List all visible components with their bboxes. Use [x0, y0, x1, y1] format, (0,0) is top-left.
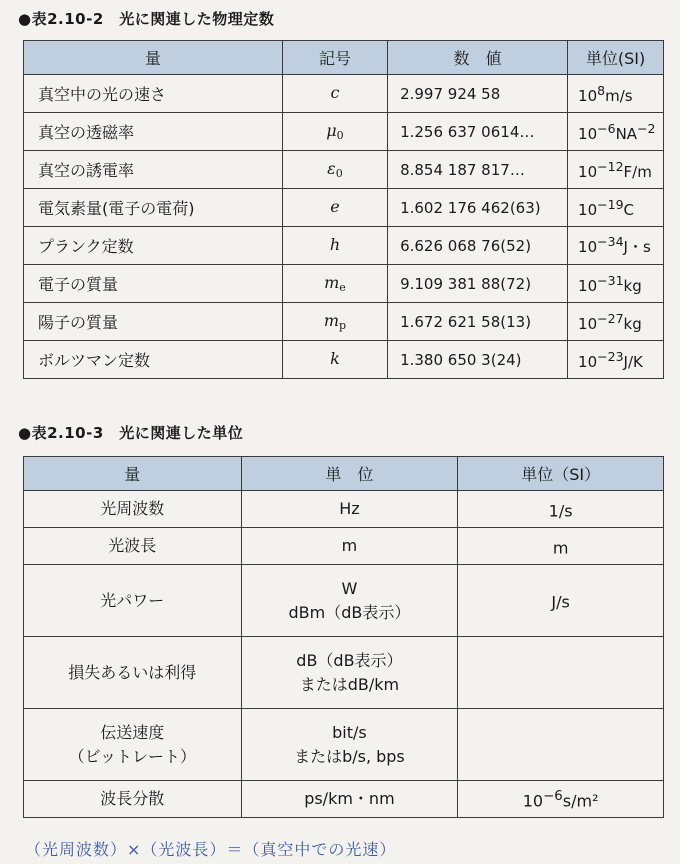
value-cell: 6.626 068 76(52) — [388, 227, 568, 265]
unit-cell — [568, 189, 664, 227]
unit-exponent: −12 — [597, 158, 624, 174]
unit-exponent: −23 — [597, 348, 624, 364]
value-cell: 1.256 637 0614… — [388, 113, 568, 151]
table2-caption: ●表2.10-3 光に関連した単位 — [18, 424, 244, 442]
table-row — [24, 113, 664, 151]
unit-cell — [568, 341, 664, 379]
symbol-subscript: 0 — [335, 167, 343, 180]
formula-note: （光周波数）×（光波長）＝（真空中での光速） — [25, 840, 397, 859]
symbol-cell — [282, 189, 387, 227]
quantity-cell: 真空中の光の速さ — [24, 75, 283, 113]
table-row — [24, 151, 664, 189]
unit-base: 10 — [578, 86, 598, 105]
unit-line: またはdB/km — [299, 674, 400, 694]
quantity-cell: 真空の誘電率 — [24, 151, 283, 189]
symbol-text: c — [330, 83, 340, 102]
unit-cell — [241, 781, 458, 818]
symbol-subscript: 0 — [336, 129, 344, 142]
si-unit-cell — [458, 709, 664, 781]
symbol-cell — [282, 227, 387, 265]
table-row — [24, 303, 664, 341]
quantity-line: （ビットレート） — [68, 746, 196, 766]
quantity-line: 波長分散 — [100, 789, 165, 808]
value-cell: 1.380 650 3(24) — [388, 341, 568, 379]
symbol-text: m — [323, 311, 340, 330]
unit-cell — [568, 75, 664, 113]
table-row — [24, 565, 664, 637]
unit-cell — [568, 151, 664, 189]
unit-base: 10 — [578, 124, 598, 143]
header-symbol: 記号 — [282, 41, 387, 75]
unit-cell — [241, 709, 458, 781]
header-quantity: 量 — [24, 457, 242, 491]
symbol-text: m — [324, 273, 340, 292]
value-cell: 1.602 176 462(63) — [388, 189, 568, 227]
si-unit-cell — [458, 528, 664, 565]
unit-rest: kg — [623, 314, 642, 333]
table-row — [24, 709, 664, 781]
symbol-text: e — [330, 197, 340, 216]
unit-line: dB（dB表示） — [296, 650, 403, 670]
header-unit: 単 位 — [241, 457, 458, 491]
si-unit-cell — [458, 565, 664, 637]
symbol-text: k — [330, 349, 340, 368]
unit-line: Hz — [339, 499, 360, 518]
unit-cell — [568, 265, 664, 303]
quantity-line: 損失あるいは利得 — [68, 662, 197, 682]
quantity-cell — [24, 781, 242, 818]
header-quantity: 量 — [24, 41, 283, 75]
quantity-line: 光波長 — [108, 536, 157, 555]
symbol-cell — [282, 151, 387, 189]
quantity-cell — [24, 637, 242, 709]
unit-rest: F/m — [623, 162, 652, 181]
unit-base: 10 — [578, 276, 598, 295]
symbol-cell — [282, 75, 387, 113]
unit-exponent-2: −2 — [637, 120, 656, 136]
table-row — [24, 227, 664, 265]
unit-base: 10 — [578, 162, 598, 181]
si-unit-exponent: −6 — [543, 788, 563, 804]
value-cell: 2.997 924 58 — [388, 75, 568, 113]
unit-rest: J・s — [623, 238, 651, 256]
unit-rest: m/s — [605, 86, 633, 105]
quantity-cell: プランク定数 — [24, 227, 283, 265]
unit-rest: J/K — [623, 352, 643, 371]
unit-exponent: −6 — [597, 120, 616, 136]
unit-line: m — [341, 536, 358, 555]
quantity-cell: ボルツマン定数 — [24, 341, 283, 379]
quantity-line: 伝送速度 — [100, 722, 165, 742]
table-row — [24, 491, 664, 528]
unit-cell — [241, 565, 458, 637]
unit-cell — [568, 113, 664, 151]
value-cell: 8.854 187 817… — [388, 151, 568, 189]
quantity-line: 光パワー — [100, 590, 165, 610]
unit-exponent: −31 — [597, 272, 624, 288]
table1-caption: ●表2.10-2 光に関連した物理定数 — [18, 10, 275, 28]
si-unit-rest: s/m² — [562, 791, 599, 811]
symbol-subscript: e — [339, 281, 346, 294]
symbol-cell — [282, 113, 387, 151]
quantity-line: 光周波数 — [100, 499, 165, 518]
table-row — [24, 637, 664, 709]
unit-line: またはb/s, bps — [294, 746, 405, 766]
value-cell: 9.109 381 88(72) — [388, 265, 568, 303]
unit-line: ps/km・nm — [304, 789, 395, 808]
unit-line: W — [341, 578, 358, 598]
symbol-cell — [282, 303, 387, 341]
quantity-cell — [24, 565, 242, 637]
symbol-cell — [282, 341, 387, 379]
table-header-row — [24, 457, 664, 491]
unit-line: bit/s — [332, 722, 367, 742]
si-unit-base: 1/s — [548, 501, 573, 521]
si-unit-base: m — [552, 538, 569, 558]
symbol-text: ε — [327, 159, 336, 178]
symbol-cell — [282, 265, 387, 303]
unit-rest: kg — [623, 276, 642, 295]
unit-cell — [241, 528, 458, 565]
table-row — [24, 265, 664, 303]
unit-exponent: −19 — [597, 196, 624, 212]
si-unit-cell — [458, 781, 664, 818]
header-unit: 単位(SI) — [568, 41, 664, 75]
unit-rest: C — [623, 200, 635, 219]
table-row — [24, 528, 664, 565]
light-units-table — [23, 456, 664, 818]
quantity-cell: 真空の透磁率 — [24, 113, 283, 151]
header-value: 数 値 — [388, 41, 568, 75]
quantity-cell: 陽子の質量 — [24, 303, 283, 341]
quantity-cell — [24, 491, 242, 528]
table-row — [24, 75, 664, 113]
unit-exponent: −34 — [597, 234, 624, 249]
unit-cell — [241, 491, 458, 528]
unit-cell — [241, 637, 458, 709]
symbol-text: μ — [326, 121, 337, 140]
table-row — [24, 189, 664, 227]
table-row — [24, 781, 664, 818]
quantity-cell — [24, 528, 242, 565]
table-row — [24, 341, 664, 379]
unit-exponent: −27 — [597, 310, 624, 326]
unit-base: 10 — [578, 238, 598, 256]
unit-rest: NA — [615, 124, 638, 143]
quantity-cell: 電気素量(電子の電荷) — [24, 189, 283, 227]
symbol-subscript: p — [339, 319, 347, 332]
unit-cell — [568, 227, 664, 265]
si-unit-cell — [458, 637, 664, 709]
unit-exponent: 8 — [597, 82, 606, 98]
value-cell: 1.672 621 58(13) — [388, 303, 568, 341]
quantity-cell — [24, 709, 242, 781]
symbol-text: h — [329, 235, 341, 254]
unit-base: 10 — [578, 314, 598, 333]
physical-constants-table — [23, 40, 664, 379]
unit-base: 10 — [578, 200, 598, 219]
header-si-unit: 単位（SI） — [458, 457, 664, 491]
si-unit-base: 10 — [522, 791, 544, 811]
quantity-cell: 電子の質量 — [24, 265, 283, 303]
table-header-row — [24, 41, 664, 75]
si-unit-cell — [458, 491, 664, 528]
unit-line: dBm（dB表示） — [288, 602, 411, 622]
unit-cell — [568, 303, 664, 341]
unit-base: 10 — [578, 352, 598, 371]
si-unit-base: J/s — [551, 592, 570, 612]
